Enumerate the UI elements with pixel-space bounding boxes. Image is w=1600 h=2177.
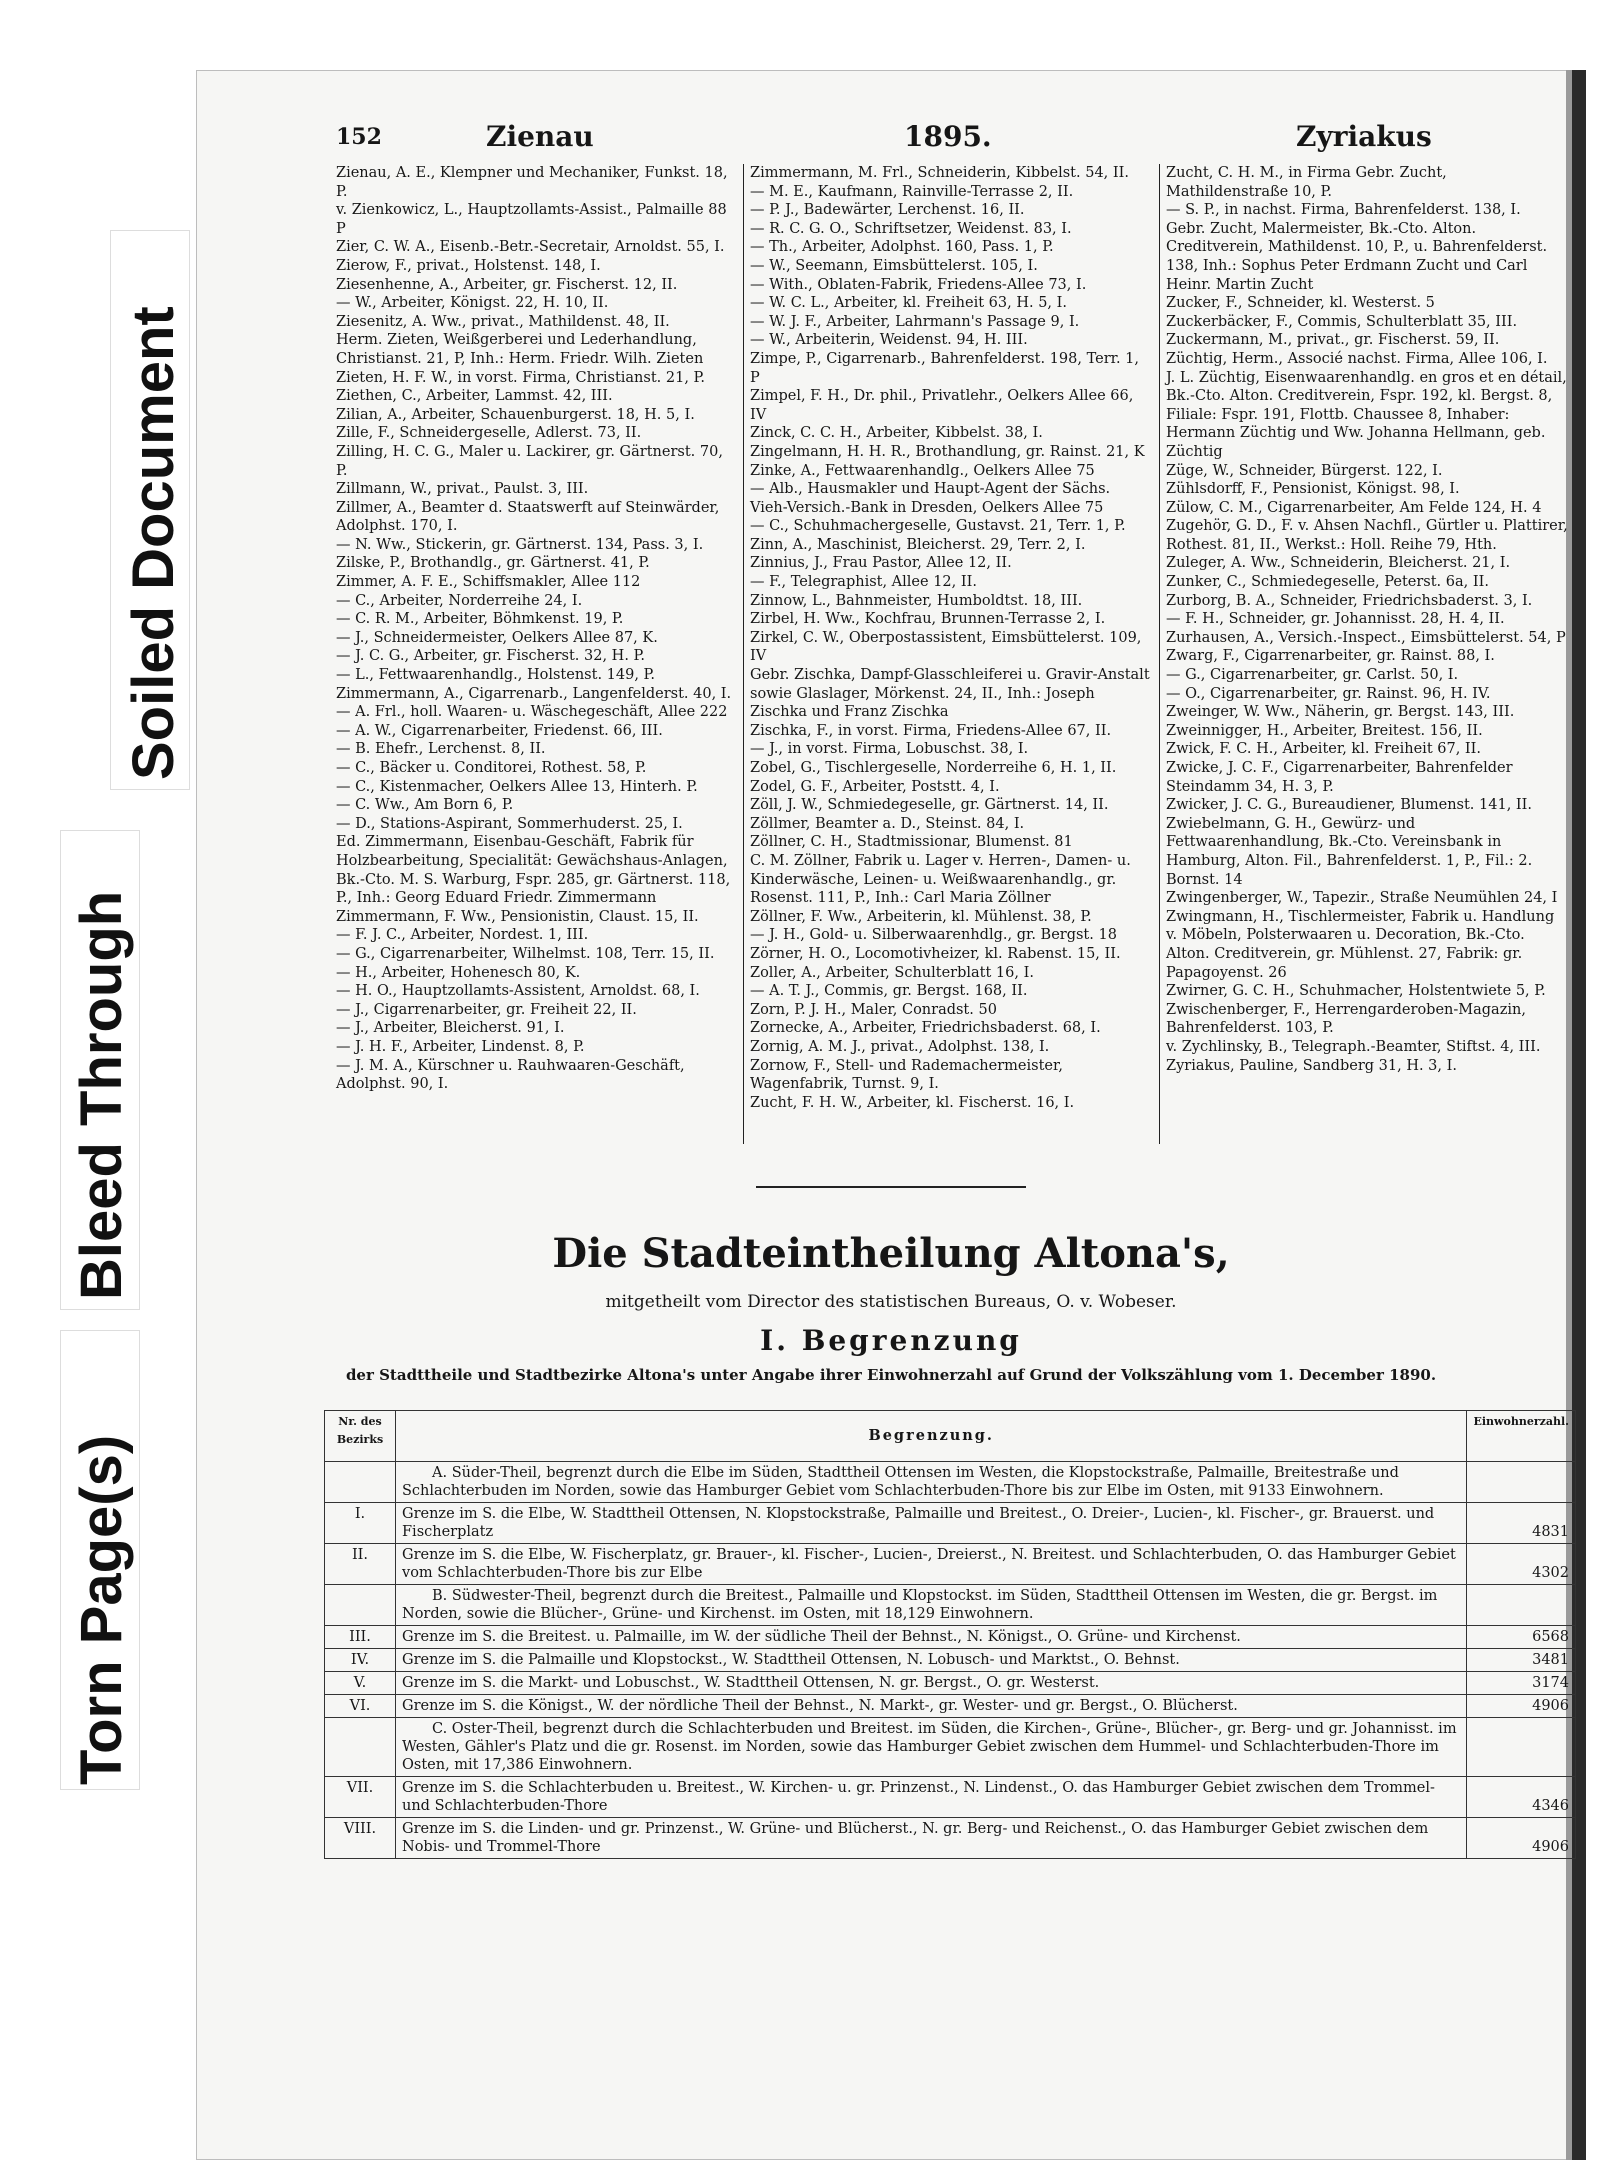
directory-entry: Zörner, H. O., Locomotivheizer, kl. Rabenst. 15, II. bbox=[750, 945, 1121, 962]
directory-entry: Zuckerbäcker, F., Commis, Schulterblatt 35, III. bbox=[1166, 313, 1518, 330]
district-number: II. bbox=[325, 1544, 396, 1585]
directory-entry: — R. C. G. O., Schriftsetzer, Weidenst. 83, I. bbox=[750, 220, 1072, 237]
directory-entry: Züchtig, Herm., Associé nachst. Firma, Allee 106, I. bbox=[1166, 350, 1548, 367]
directory-entry: — W. C. L., Arbeiter, kl. Freiheit 63, H. 5, I. bbox=[750, 295, 1067, 312]
directory-entry: Zinck, C. C. H., Arbeiter, Kibbelst. 38, I. bbox=[750, 425, 1043, 442]
directory-entry: Zodel, G. F., Arbeiter, Poststt. 4, I. bbox=[750, 778, 1000, 795]
directory-entry: — J., Cigarrenarbeiter, gr. Freiheit 22, II. bbox=[336, 1001, 637, 1018]
directory-entry: Zinnius, J., Frau Pastor, Allee 12, II. bbox=[750, 555, 1012, 572]
table-row bbox=[325, 1672, 1576, 1695]
directory-entry: Zillmer, A., Beamter d. Staatswerft auf Steinwärder, Adolphst. 170, I. bbox=[336, 499, 724, 535]
directory-entry: — C., Kistenmacher, Oelkers Allee 13, Hinterh. P. bbox=[336, 778, 698, 795]
col-header-begrenzung: Begrenzung. bbox=[396, 1411, 1467, 1462]
directory-entry: Zirbel, H. Ww., Kochfrau, Brunnen-Terrasse 2, I. bbox=[750, 611, 1106, 628]
district-boundary: B. Südwester-Theil, begrenzt durch die Breitest., Palmaille und Klopstockst. im Süden, Stadttheil Ottensen im Westen, die gr. Bergst. im Norden, sowie die Blücher-, Grüne- und Kirchenst. im Osten, mit 18,129 Einwohnern. bbox=[396, 1585, 1467, 1626]
directory-entry: — W., Seemann, Eimsbüttelerst. 105, I. bbox=[750, 257, 1038, 274]
directory-entry: Zuckermann, M., privat., gr. Fischerst. 59, II. bbox=[1166, 332, 1500, 349]
directory-columns bbox=[336, 164, 1572, 1164]
directory-entry: — J., Schneidermeister, Oelkers Allee 87, K. bbox=[336, 629, 658, 646]
col-header-einwohner: Einwohnerzahl. bbox=[1467, 1411, 1576, 1462]
directory-entry: Zinke, A., Fettwaarenhandlg., Oelkers Allee 75 bbox=[750, 462, 1095, 479]
directory-entry: Zoller, A., Arbeiter, Schulterblatt 16, I. bbox=[750, 964, 1034, 981]
directory-entry: — L., Fettwaarenhandlg., Holstenst. 149, P. bbox=[336, 667, 655, 684]
directory-entry: Zucht, F. H. W., Arbeiter, kl. Fischerst. 16, I. bbox=[750, 1094, 1075, 1111]
district-boundary: Grenze im S. die Elbe, W. Fischerplatz, gr. Brauer-, kl. Fischer-, Lucien-, Dreierst., N. Breitest. und Schlachterbuden, O. das Hamburger Gebiet vom Schlachterbuden-Thore bis zur Elbe bbox=[396, 1544, 1467, 1585]
directory-entry: — G., Cigarrenarbeiter, gr. Carlst. 50, I. bbox=[1166, 667, 1459, 684]
district-population: 4831 bbox=[1467, 1503, 1576, 1544]
directory-entry: — With., Oblaten-Fabrik, Friedens-Allee 73, I. bbox=[750, 276, 1087, 293]
directory-entry: v. Zienkowicz, L., Hauptzollamts-Assist., Palmaille 88 P bbox=[336, 202, 732, 237]
directory-entry: Zühlsdorff, F., Pensionist, Königst. 98, I. bbox=[1166, 481, 1460, 498]
directory-entry: Zimmermann, M. Frl., Schneiderin, Kibbelst. 54, II. bbox=[750, 165, 1129, 181]
table-row bbox=[325, 1818, 1576, 1859]
directory-entry: Zurhausen, A., Versich.-Inspect., Eimsbüttelerst. 54, P bbox=[1166, 629, 1566, 646]
directory-entry: Zinn, A., Maschinist, Bleicherst. 29, Terr. 2, I. bbox=[750, 536, 1086, 553]
directory-entry: — C. R. M., Arbeiter, Böhmkenst. 19, P. bbox=[336, 611, 624, 628]
directory-entry: Zobel, G., Tischlergeselle, Norderreihe 6, H. 1, II. bbox=[750, 760, 1117, 776]
district-population: 4302 bbox=[1467, 1544, 1576, 1585]
directory-entry: Ziesenitz, A. Ww., privat., Mathildenst. 48, II. bbox=[336, 313, 670, 330]
directory-entry: Zwiebelmann, G. H., Gewürz- und Fettwaarenhandlung, Bk.-Cto. Vereinsbank in Hamburg, Alton. Fil., Bahrenfelderst. 1, P., Fil.: 2. Bornst. 14 bbox=[1166, 815, 1537, 888]
directory-entry: Zunker, C., Schmiedegeselle, Peterst. 6a, II. bbox=[1166, 574, 1489, 591]
directory-entry: Zöllner, F. Ww., Arbeiterin, kl. Mühlenst. 38, P. bbox=[750, 908, 1092, 925]
page-number: 152 bbox=[336, 124, 382, 150]
directory-entry: — J., Arbeiter, Bleicherst. 91, I. bbox=[336, 1020, 565, 1037]
district-boundary: Grenze im S. die Elbe, W. Stadttheil Ottensen, N. Klopstockstraße, Palmaille und Breitest., O. Dreier-, Lucien-, kl. Fischer-, gr. Brauerst. und Fischerplatz bbox=[396, 1503, 1467, 1544]
directory-entry: — H. O., Hauptzollamts-Assistent, Arnoldst. 68, I. bbox=[336, 983, 700, 1000]
directory-entry: Zimpe, P., Cigarrenarb., Bahrenfelderst. 198, Terr. 1, P bbox=[750, 350, 1144, 386]
stamp-bleed-through: Bleed Through bbox=[69, 890, 134, 1300]
directory-entry: — C., Bäcker u. Conditorei, Rothest. 58, P. bbox=[336, 760, 647, 776]
directory-entry: Zweinnigger, H., Arbeiter, Breitest. 156, II. bbox=[1166, 722, 1483, 739]
directory-entry: Zier, C. W. A., Eisenb.-Betr.-Secretair, Arnoldst. 55, I. bbox=[336, 239, 725, 256]
directory-entry: Zimmermann, F. Ww., Pensionistin, Claust. 15, II. bbox=[336, 908, 699, 925]
header-left-word: Zienau bbox=[486, 120, 594, 153]
directory-entry: — Th., Arbeiter, Adolphst. 160, Pass. 1, P. bbox=[750, 239, 1054, 256]
table-section-row bbox=[325, 1462, 1576, 1503]
district-population: 4906 bbox=[1467, 1818, 1576, 1859]
directory-entry: Zilske, P., Brothandlg., gr. Gärtnerst. 41, P. bbox=[336, 555, 650, 572]
district-population bbox=[1467, 1462, 1576, 1503]
directory-entry: — J. H., Gold- u. Silberwaarenhdlg., gr. Bergst. 18 bbox=[750, 927, 1117, 944]
stamp-torn-pages: Torn Page(s) bbox=[69, 1434, 134, 1785]
directory-entry: Zöllmer, Beamter a. D., Steinst. 84, I. bbox=[750, 815, 1025, 832]
directory-entry: — W. J. F., Arbeiter, Lahrmann's Passage 9, I. bbox=[750, 313, 1080, 330]
scanned-page bbox=[196, 70, 1586, 2160]
directory-entry: Gebr. Zucht, Malermeister, Bk.-Cto. Alton. Creditverein, Mathildenst. 10, P., u. Bahrenfelderst. 138, Inh.: Sophus Peter Erdmann Zucht und Carl Heinr. Martin Zucht bbox=[1166, 220, 1552, 293]
directory-entry: Ziesenhenne, A., Arbeiter, gr. Fischerst. 12, II. bbox=[336, 276, 678, 293]
district-population bbox=[1467, 1718, 1576, 1777]
directory-entry: Ziethen, C., Arbeiter, Lammst. 42, III. bbox=[336, 388, 613, 405]
directory-entry: Zwirner, G. C. H., Schuhmacher, Holstentwiete 5, P. bbox=[1166, 983, 1546, 1000]
district-number: IV. bbox=[325, 1649, 396, 1672]
col-header-nr: Nr. des Bezirks bbox=[325, 1411, 396, 1462]
table-row bbox=[325, 1503, 1576, 1544]
directory-entry: — N. Ww., Stickerin, gr. Gärtnerst. 134, Pass. 3, I. bbox=[336, 536, 704, 553]
directory-entry: Zülow, C. M., Cigarrenarbeiter, Am Felde 124, H. 4 bbox=[1166, 499, 1542, 516]
directory-entry: Zugehör, G. D., F. v. Ahsen Nachfl., Gürtler u. Plattirer, Rothest. 81, II., Werkst.: Holl. Reihe 79, Hth. bbox=[1166, 518, 1573, 553]
district-number: III. bbox=[325, 1626, 396, 1649]
directory-entry: — J., in vorst. Firma, Lobuschst. 38, I. bbox=[750, 741, 1029, 758]
directory-entry: Zienau, A. E., Klempner und Mechaniker, Funkst. 18, P. bbox=[336, 165, 733, 200]
header-year: 1895. bbox=[904, 120, 992, 153]
directory-entry: Zirkel, C. W., Oberpostassistent, Eimsbüttelerst. 109, IV bbox=[750, 629, 1147, 665]
directory-entry: Zierow, F., privat., Holstenst. 148, I. bbox=[336, 257, 601, 274]
directory-entry: Zöll, J. W., Schmiedegeselle, gr. Gärtnerst. 14, II. bbox=[750, 797, 1109, 814]
directory-entry: — D., Stations-Aspirant, Sommerhuderst. 25, I. bbox=[336, 815, 683, 832]
directory-entry: — J. C. G., Arbeiter, gr. Fischerst. 32, H. P. bbox=[336, 648, 645, 665]
directory-entry: Zwischenberger, F., Herrengarderoben-Magazin, Bahrenfelderst. 103, P. bbox=[1166, 1001, 1531, 1037]
district-boundary: Grenze im S. die Linden- und gr. Prinzenst., W. Grüne- und Blücherst., N. gr. Berg- und Reichenst., O. das Hamburger Gebiet zwischen dem Nobis- und Trommel-Thore bbox=[396, 1818, 1467, 1859]
district-population: 3174 bbox=[1467, 1672, 1576, 1695]
directory-entry: Züge, W., Schneider, Bürgerst. 122, I. bbox=[1166, 462, 1443, 479]
directory-entry: Zimmermann, A., Cigarrenarb., Langenfelderst. 40, I. bbox=[336, 685, 732, 702]
column-divider bbox=[743, 164, 744, 1144]
directory-entry: Zinnow, L., Bahnmeister, Humboldtst. 18, III. bbox=[750, 592, 1083, 609]
district-population: 3481 bbox=[1467, 1649, 1576, 1672]
directory-entry: — S. P., in nachst. Firma, Bahrenfelderst. 138, I. bbox=[1166, 202, 1521, 219]
directory-entry: Zilling, H. C. G., Maler u. Lackirer, gr. Gärtnerst. 70, P. bbox=[336, 443, 728, 479]
directory-entry: Zischka, F., in vorst. Firma, Friedens-Allee 67, II. bbox=[750, 722, 1112, 739]
directory-entry: Zwingmann, H., Tischlermeister, Fabrik u. Handlung v. Möbeln, Polsterwaaren u. Decoration, Bk.-Cto. Alton. Creditverein, gr. Mühlenst. 27, Fabrik: gr. Papagoyenst. 26 bbox=[1166, 908, 1559, 981]
directory-column-3 bbox=[1166, 164, 1573, 1075]
table-row bbox=[325, 1695, 1576, 1718]
table-row bbox=[325, 1649, 1576, 1672]
directory-entry: — F. H., Schneider, gr. Johannisst. 28, H. 4, II. bbox=[1166, 611, 1505, 628]
district-number bbox=[325, 1718, 396, 1777]
directory-entry: Zorn, P. J. H., Maler, Conradst. 50 bbox=[750, 1001, 997, 1018]
directory-entry: — H., Arbeiter, Hohenesch 80, K. bbox=[336, 964, 581, 981]
directory-entry: — M. E., Kaufmann, Rainville-Terrasse 2, II. bbox=[750, 183, 1074, 200]
directory-entry: — A. Frl., holl. Waaren- u. Wäschegeschäft, Allee 222 bbox=[336, 704, 728, 721]
scan-margin bbox=[0, 0, 186, 2177]
directory-entry: Zucht, C. H. M., in Firma Gebr. Zucht, Mathildenstraße 10, P. bbox=[1166, 165, 1452, 200]
directory-entry: — A. W., Cigarrenarbeiter, Friedenst. 66, III. bbox=[336, 722, 663, 739]
directory-entry: — F. J. C., Arbeiter, Nordest. 1, III. bbox=[336, 927, 589, 944]
directory-entry: — B. Ehefr., Lerchenst. 8, II. bbox=[336, 741, 546, 758]
directory-entry: Zillmann, W., privat., Paulst. 3, III. bbox=[336, 481, 589, 498]
directory-entry: Zuleger, A. Ww., Schneiderin, Bleicherst. 21, I. bbox=[1166, 555, 1511, 572]
district-boundary: Grenze im S. die Schlachterbuden u. Breitest., W. Kirchen- u. gr. Prinzenst., N. Lindenst., O. das Hamburger Gebiet zwischen dem Trommel- und Schlachterbuden-Thore bbox=[396, 1777, 1467, 1818]
directory-entry: Zingelmann, H. H. R., Brothandlung, gr. Rainst. 21, K bbox=[750, 443, 1145, 460]
directory-entry: Zweinger, W. Ww., Näherin, gr. Bergst. 143, III. bbox=[1166, 704, 1515, 721]
district-population: 6568 bbox=[1467, 1626, 1576, 1649]
directory-entry: Zieten, H. F. W., in vorst. Firma, Christianst. 21, P. bbox=[336, 369, 705, 386]
directory-entry: Zwicker, J. C. G., Bureaudiener, Blumenst. 141, II. bbox=[1166, 797, 1532, 814]
directory-entry: Zwick, F. C. H., Arbeiter, kl. Freiheit 67, II. bbox=[1166, 741, 1481, 758]
directory-entry: Zornig, A. M. J., privat., Adolphst. 138, I. bbox=[750, 1038, 1050, 1055]
district-number: VII. bbox=[325, 1777, 396, 1818]
table-row bbox=[325, 1777, 1576, 1818]
table-row bbox=[325, 1626, 1576, 1649]
directory-column-2 bbox=[750, 164, 1155, 1112]
directory-entry: Herm. Zieten, Weißgerberei und Lederhandlung, Christianst. 21, P, Inh.: Herm. Friedr. Wilh. Zieten bbox=[336, 332, 704, 367]
directory-entry: Zimpel, F. H., Dr. phil., Privatlehr., Oelkers Allee 66, IV bbox=[750, 388, 1138, 423]
section-title: Die Stadteintheilung Altona's, bbox=[552, 1230, 1230, 1277]
stamp-soiled-document: Soiled Document bbox=[121, 306, 186, 780]
directory-entry: Zornecke, A., Arbeiter, Friedrichsbaderst. 68, I. bbox=[750, 1020, 1101, 1037]
district-number: VIII. bbox=[325, 1818, 396, 1859]
directory-entry: Zornow, F., Stell- und Rademachermeister, Wagenfabrik, Turnst. 9, I. bbox=[750, 1057, 1068, 1093]
directory-entry: Gebr. Zischka, Dampf-Glasschleiferei u. Gravir-Anstalt sowie Glaslager, Mörkenst. 24, II., Inh.: Joseph Zischka und Franz Zischka bbox=[750, 667, 1155, 721]
directory-entry: Zilian, A., Arbeiter, Schauenburgerst. 18, H. 5, I. bbox=[336, 406, 695, 423]
directory-entry: Zucker, F., Schneider, kl. Westerst. 5 bbox=[1166, 295, 1435, 312]
directory-entry: Zimmer, A. F. E., Schiffsmakler, Allee 112 bbox=[336, 574, 641, 591]
directory-entry: — C., Schuhmachergeselle, Gustavst. 21, Terr. 1, P. bbox=[750, 518, 1126, 535]
directory-entry: Zille, F., Schneidergeselle, Adlerst. 73, II. bbox=[336, 425, 642, 442]
directory-entry: Zwarg, F., Cigarrenarbeiter, gr. Rainst. 88, I. bbox=[1166, 648, 1495, 665]
district-number bbox=[325, 1585, 396, 1626]
district-number bbox=[325, 1462, 396, 1503]
district-boundary: C. Oster-Theil, begrenzt durch die Schlachterbuden und Breitest. im Süden, die Kirchen-, Grüne-, Blücher-, gr. Berg- und gr. Johannisst. im Westen, Gähler's Platz und die gr. Rosenst. im Norden, sowie das Hamburger Gebiet zwischen dem Hummel- und Schlachterbuden-Thore im Osten, mit 17,386 Einwohnern. bbox=[396, 1718, 1467, 1777]
district-boundary: Grenze im S. die Breitest. u. Palmaille, im W. der südliche Theil der Behnst., N. Königst., O. Grüne- und Kirchenst. bbox=[396, 1626, 1467, 1649]
section-caption: der Stadttheile und Stadtbezirke Altona's unter Angabe ihrer Einwohnerzahl auf Grund der Volkszählung vom 1. December 1890. bbox=[345, 1366, 1437, 1384]
directory-entry: Ed. Zimmermann, Eisenbau-Geschäft, Fabrik für Holzbearbeitung, Specialität: Gewächshaus-Anlagen, Bk.-Cto. M. S. Warburg, Fspr. 285, gr. Gärtnerst. 118, P., Inh.: Georg Eduard Friedr. Zimmermann bbox=[336, 834, 735, 907]
directory-entry: — P. J., Badewärter, Lerchenst. 16, II. bbox=[750, 202, 1025, 219]
district-boundary: A. Süder-Theil, begrenzt durch die Elbe im Süden, Stadttheil Ottensen im Westen, die Klopstockstraße, Palmaille, Breitestraße und Schlachterbuden im Norden, sowie das Hamburger Gebiet vom Schlachterbuden-Thore bis zur Elbe im Osten, mit 9133 Einwohnern. bbox=[396, 1462, 1467, 1503]
directory-entry: — A. T. J., Commis, gr. Bergst. 168, II. bbox=[750, 983, 1028, 1000]
section-subtitle: mitgetheilt vom Director des statistischen Bureaus, O. v. Wobeser. bbox=[605, 1292, 1177, 1312]
directory-entry: — J. H. F., Arbeiter, Lindenst. 8, P. bbox=[336, 1038, 585, 1055]
directory-entry: — W., Arbeiter, Königst. 22, H. 10, II. bbox=[336, 295, 609, 312]
section-heading: I. Begrenzung bbox=[760, 1324, 1022, 1357]
district-population: 4906 bbox=[1467, 1695, 1576, 1718]
table-section-row bbox=[325, 1585, 1576, 1626]
directory-entry: C. M. Zöllner, Fabrik u. Lager v. Herren-, Damen- u. Kinderwäsche, Leinen- u. Weißwaarenhandlg., gr. Rosenst. 111, P., Inh.: Carl Maria Zöllner bbox=[750, 852, 1136, 907]
directory-entry: Zwicke, J. C. F., Cigarrenarbeiter, Bahrenfelder Steindamm 34, H. 3, P. bbox=[1166, 760, 1518, 795]
directory-entry: J. L. Züchtig, Eisenwaarenhandlg. en gros et en détail, Bk.-Cto. Alton. Creditverein, Fspr. 192, kl. Bergst. 8, Filiale: Fspr. 191, Flottb. Chaussee 8, Inhaber: Hermann Züchtig und Ww. Johanna Hellmann, geb. Züchtig bbox=[1166, 369, 1572, 460]
district-number: VI. bbox=[325, 1695, 396, 1718]
directory-entry: — Alb., Hausmakler und Haupt-Agent der Sächs. Vieh-Versich.-Bank in Dresden, Oelkers Allee 75 bbox=[750, 481, 1115, 516]
table-row bbox=[325, 1544, 1576, 1585]
district-number: V. bbox=[325, 1672, 396, 1695]
district-boundary: Grenze im S. die Palmaille und Klopstockst., W. Stadttheil Ottensen, N. Lobusch- und Marktst., O. Behnst. bbox=[396, 1649, 1467, 1672]
section-rule bbox=[756, 1186, 1026, 1188]
header-right-word: Zyriakus bbox=[1296, 120, 1432, 153]
district-population: 4346 bbox=[1467, 1777, 1576, 1818]
directory-entry: Zyriakus, Pauline, Sandberg 31, H. 3, I. bbox=[1166, 1057, 1457, 1074]
directory-entry: Zöllner, C. H., Stadtmissionar, Blumenst. 81 bbox=[750, 834, 1073, 851]
directory-entry: — C., Arbeiter, Norderreihe 24, I. bbox=[336, 592, 583, 609]
directory-entry: — F., Telegraphist, Allee 12, II. bbox=[750, 574, 977, 591]
directory-entry: Zwingenberger, W., Tapezir., Straße Neumühlen 24, I bbox=[1166, 890, 1558, 907]
table-section-row bbox=[325, 1718, 1576, 1777]
district-number: I. bbox=[325, 1503, 396, 1544]
directory-column-1 bbox=[336, 164, 738, 1094]
directory-entry: — O., Cigarrenarbeiter, gr. Rainst. 96, H. IV. bbox=[1166, 685, 1491, 702]
district-table bbox=[324, 1410, 1576, 1859]
column-divider bbox=[1159, 164, 1160, 1144]
directory-entry: — C. Ww., Am Born 6, P. bbox=[336, 797, 514, 814]
district-population bbox=[1467, 1585, 1576, 1626]
directory-entry: Zurborg, B. A., Schneider, Friedrichsbaderst. 3, I. bbox=[1166, 592, 1533, 609]
district-boundary: Grenze im S. die Königst., W. der nördliche Theil der Behnst., N. Markt-, gr. Wester- und gr. Bergst., O. Blücherst. bbox=[396, 1695, 1467, 1718]
directory-entry: — J. M. A., Kürschner u. Rauhwaaren-Geschäft, Adolphst. 90, I. bbox=[336, 1057, 690, 1093]
directory-entry: v. Zychlinsky, B., Telegraph.-Beamter, Stiftst. 4, III. bbox=[1166, 1038, 1541, 1055]
directory-entry: — W., Arbeiterin, Weidenst. 94, H. III. bbox=[750, 332, 1028, 349]
directory-entry: — G., Cigarrenarbeiter, Wilhelmst. 108, Terr. 15, II. bbox=[336, 945, 715, 962]
district-boundary: Grenze im S. die Markt- und Lobuschst., W. Stadttheil Ottensen, N. gr. Bergst., O. gr. Westerst. bbox=[396, 1672, 1467, 1695]
